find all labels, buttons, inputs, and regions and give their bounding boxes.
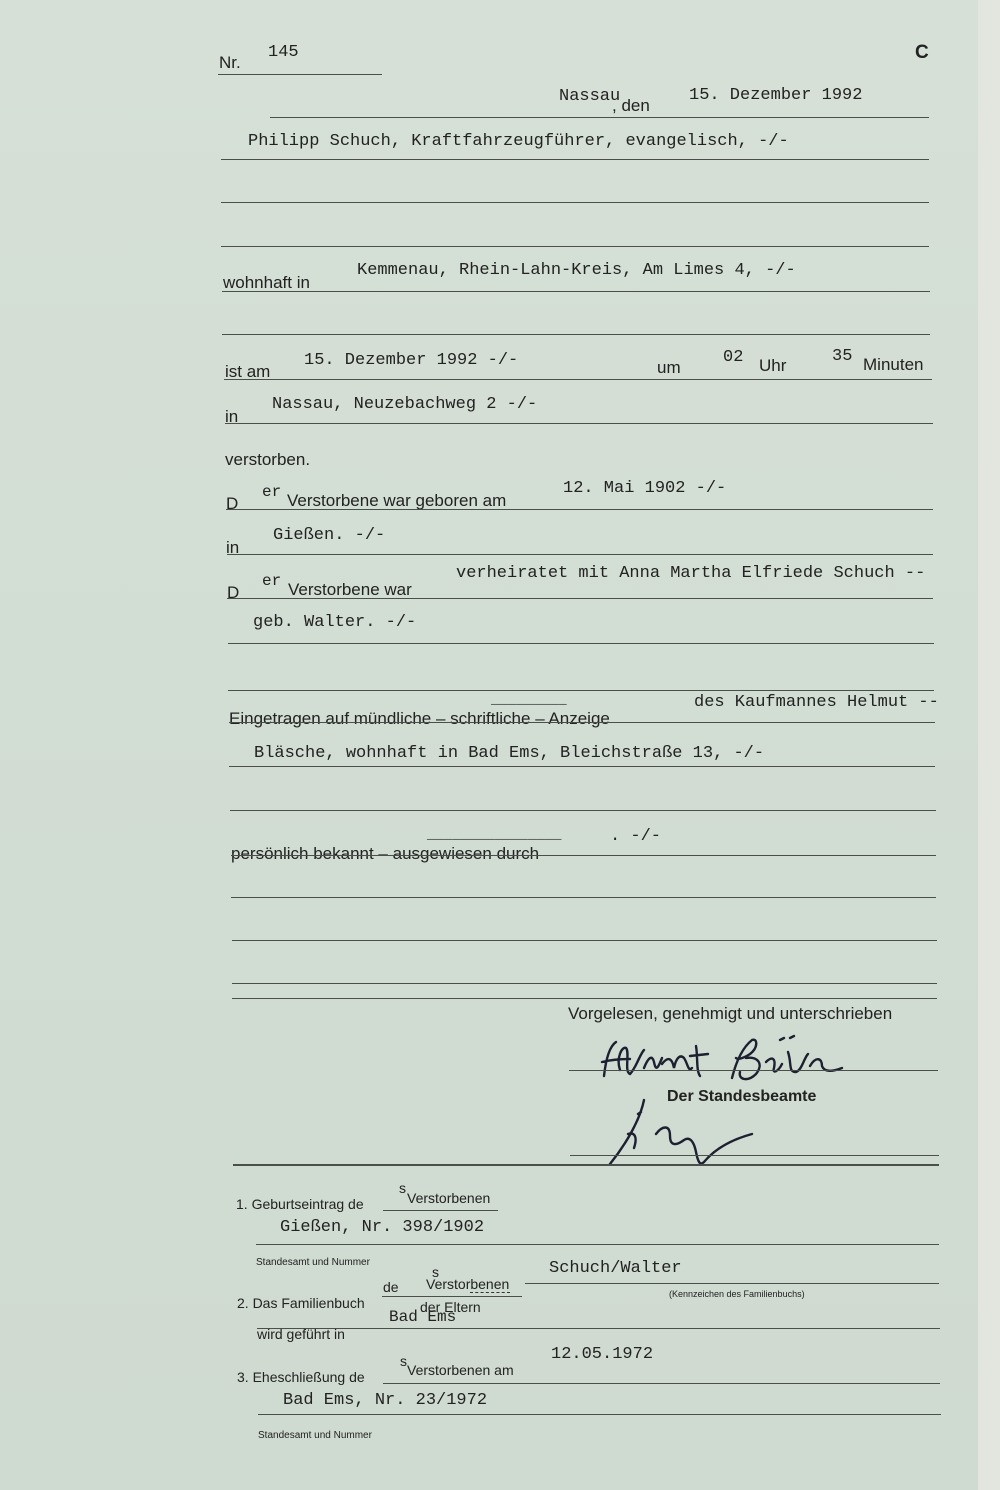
identity-value: . -/- [610, 827, 662, 846]
rule-5 [222, 334, 930, 335]
rule-9 [227, 554, 933, 555]
marital-er-label: er [262, 572, 282, 590]
rule-15 [230, 810, 936, 811]
footer-separator [233, 1164, 939, 1166]
marital-line2: geb. Walter. -/- [253, 613, 417, 632]
rule-10 [227, 598, 933, 599]
death-minutes: 35 [832, 347, 853, 366]
marital-war-label: Verstorbene war [288, 580, 412, 599]
registration-label-post: – Anzeige [530, 709, 610, 728]
marital-line1: verheiratet mit Anna Martha Elfriede Schuch -- [456, 564, 926, 583]
corner-letter: C [915, 42, 929, 63]
registration-label-pre: Eingetragen auf mündliche – [229, 709, 451, 728]
date-rule [270, 117, 929, 118]
marriage-value: Bad Ems, Nr. 23/1972 [283, 1391, 488, 1410]
rule-19 [232, 983, 937, 984]
minuten-label: Minuten [863, 355, 924, 374]
item1-rule [256, 1244, 939, 1245]
header-date: 15. Dezember 1992 [689, 86, 863, 105]
approval-text: Vorgelesen, genehmigt und unterschrieben [568, 1004, 893, 1023]
record-number: 145 [268, 43, 299, 62]
rule-13 [229, 722, 935, 723]
item2-label-rule [382, 1296, 522, 1297]
officer-label: Der Standesbeamte [667, 1088, 817, 1105]
officer-signature [604, 1096, 764, 1168]
geboren-label: Verstorbene war geboren am [287, 491, 507, 510]
wohnhaft-value: Kemmenau, Rhein-Lahn-Kreis, Am Limes 4, -/- [357, 261, 796, 280]
rule-7 [225, 423, 933, 424]
birth-entry-caption: Standesamt und Nummer [256, 1257, 370, 1268]
birth-in-label: in [226, 538, 240, 557]
nr-label: Nr. [219, 53, 241, 72]
birth-entry-label: 1. Geburtseintrag de [236, 1196, 364, 1212]
family-book-s: s [432, 1264, 439, 1280]
family-book-verst: Verstorbenen [426, 1276, 510, 1292]
family-book-caption: (Kennzeichen des Familienbuchs) [669, 1289, 805, 1299]
item2-value-rule [525, 1283, 939, 1284]
family-book-strike [470, 1292, 510, 1293]
birth-er-label: er [262, 483, 282, 501]
rule-1 [221, 159, 929, 160]
ist-am-label: ist am [225, 362, 271, 381]
marriage-verst: Verstorbenen am [407, 1362, 514, 1378]
informant-line2: Bläsche, wohnhaft in Bad Ems, Bleichstraße 13, -/- [254, 744, 765, 763]
informant-signature [596, 1028, 856, 1090]
death-in-label: in [225, 407, 239, 426]
birth-place: Gießen. -/- [273, 526, 386, 545]
den-label: , den [612, 96, 650, 115]
marriage-caption: Standesamt und Nummer [258, 1430, 372, 1441]
rule-18 [232, 940, 937, 941]
rule-17 [231, 897, 936, 898]
item2-rule [257, 1328, 940, 1329]
family-book-eltern: der Eltern [420, 1299, 481, 1315]
rule-14 [229, 766, 935, 767]
family-book-place: Bad Ems [389, 1308, 457, 1326]
uhr-label: Uhr [759, 356, 787, 375]
rule-4 [222, 291, 930, 292]
birth-entry-verst: Verstorbenen [407, 1190, 491, 1206]
family-book-gefuehrt: wird geführt in [257, 1326, 345, 1342]
place-value: Nassau [559, 87, 621, 106]
rule-20 [232, 998, 937, 999]
marriage-s: s [400, 1353, 407, 1369]
identity-label: persönlich bekannt – ausgewiesen durch [231, 844, 540, 863]
rule-12 [228, 690, 934, 691]
wohnhaft-label: wohnhaft in [223, 273, 310, 292]
family-book-de: de [383, 1279, 399, 1295]
marital-d-label: D [227, 583, 240, 602]
registration-strike-marks: _________ [491, 692, 567, 708]
registration-label-struck: schriftliche [450, 709, 531, 728]
rule-16 [231, 855, 936, 856]
birth-entry-value: Gießen, Nr. 398/1902 [280, 1218, 485, 1237]
birth-entry-s: s [399, 1180, 406, 1196]
family-book-value: Schuch/Walter [549, 1259, 682, 1278]
marriage-label: 3. Eheschließung de [237, 1369, 365, 1385]
signature-rule-1 [569, 1070, 938, 1071]
birth-d-label: D [226, 494, 239, 513]
rule-3 [221, 246, 929, 247]
page-edge [978, 0, 1000, 1490]
person-line: Philipp Schuch, Kraftfahrzeugführer, evangelisch, -/- [248, 132, 789, 151]
family-book-label: 2. Das Familienbuch [237, 1295, 365, 1311]
death-date: 15. Dezember 1992 -/- [304, 351, 519, 370]
registration-label [229, 709, 610, 729]
informant-line1: des Kaufmannes Helmut -- [694, 693, 939, 712]
rule-11 [228, 643, 934, 644]
nr-rule [218, 74, 382, 75]
item1-label-rule [383, 1210, 498, 1211]
item3-label-rule [383, 1383, 940, 1384]
verstorben-label: verstorben. [225, 450, 311, 469]
identity-strike-marks: ________________ [427, 827, 562, 843]
rule-2 [221, 202, 929, 203]
marriage-date: 12.05.1972 [551, 1345, 654, 1364]
rule-8 [226, 509, 933, 510]
death-hour: 02 [723, 348, 744, 367]
um-label: um [657, 358, 681, 377]
rule-6 [224, 379, 932, 380]
signature-rule-2 [570, 1155, 939, 1156]
birth-date: 12. Mai 1902 -/- [563, 479, 727, 498]
item3-rule [258, 1414, 941, 1415]
death-place: Nassau, Neuzebachweg 2 -/- [272, 395, 538, 414]
